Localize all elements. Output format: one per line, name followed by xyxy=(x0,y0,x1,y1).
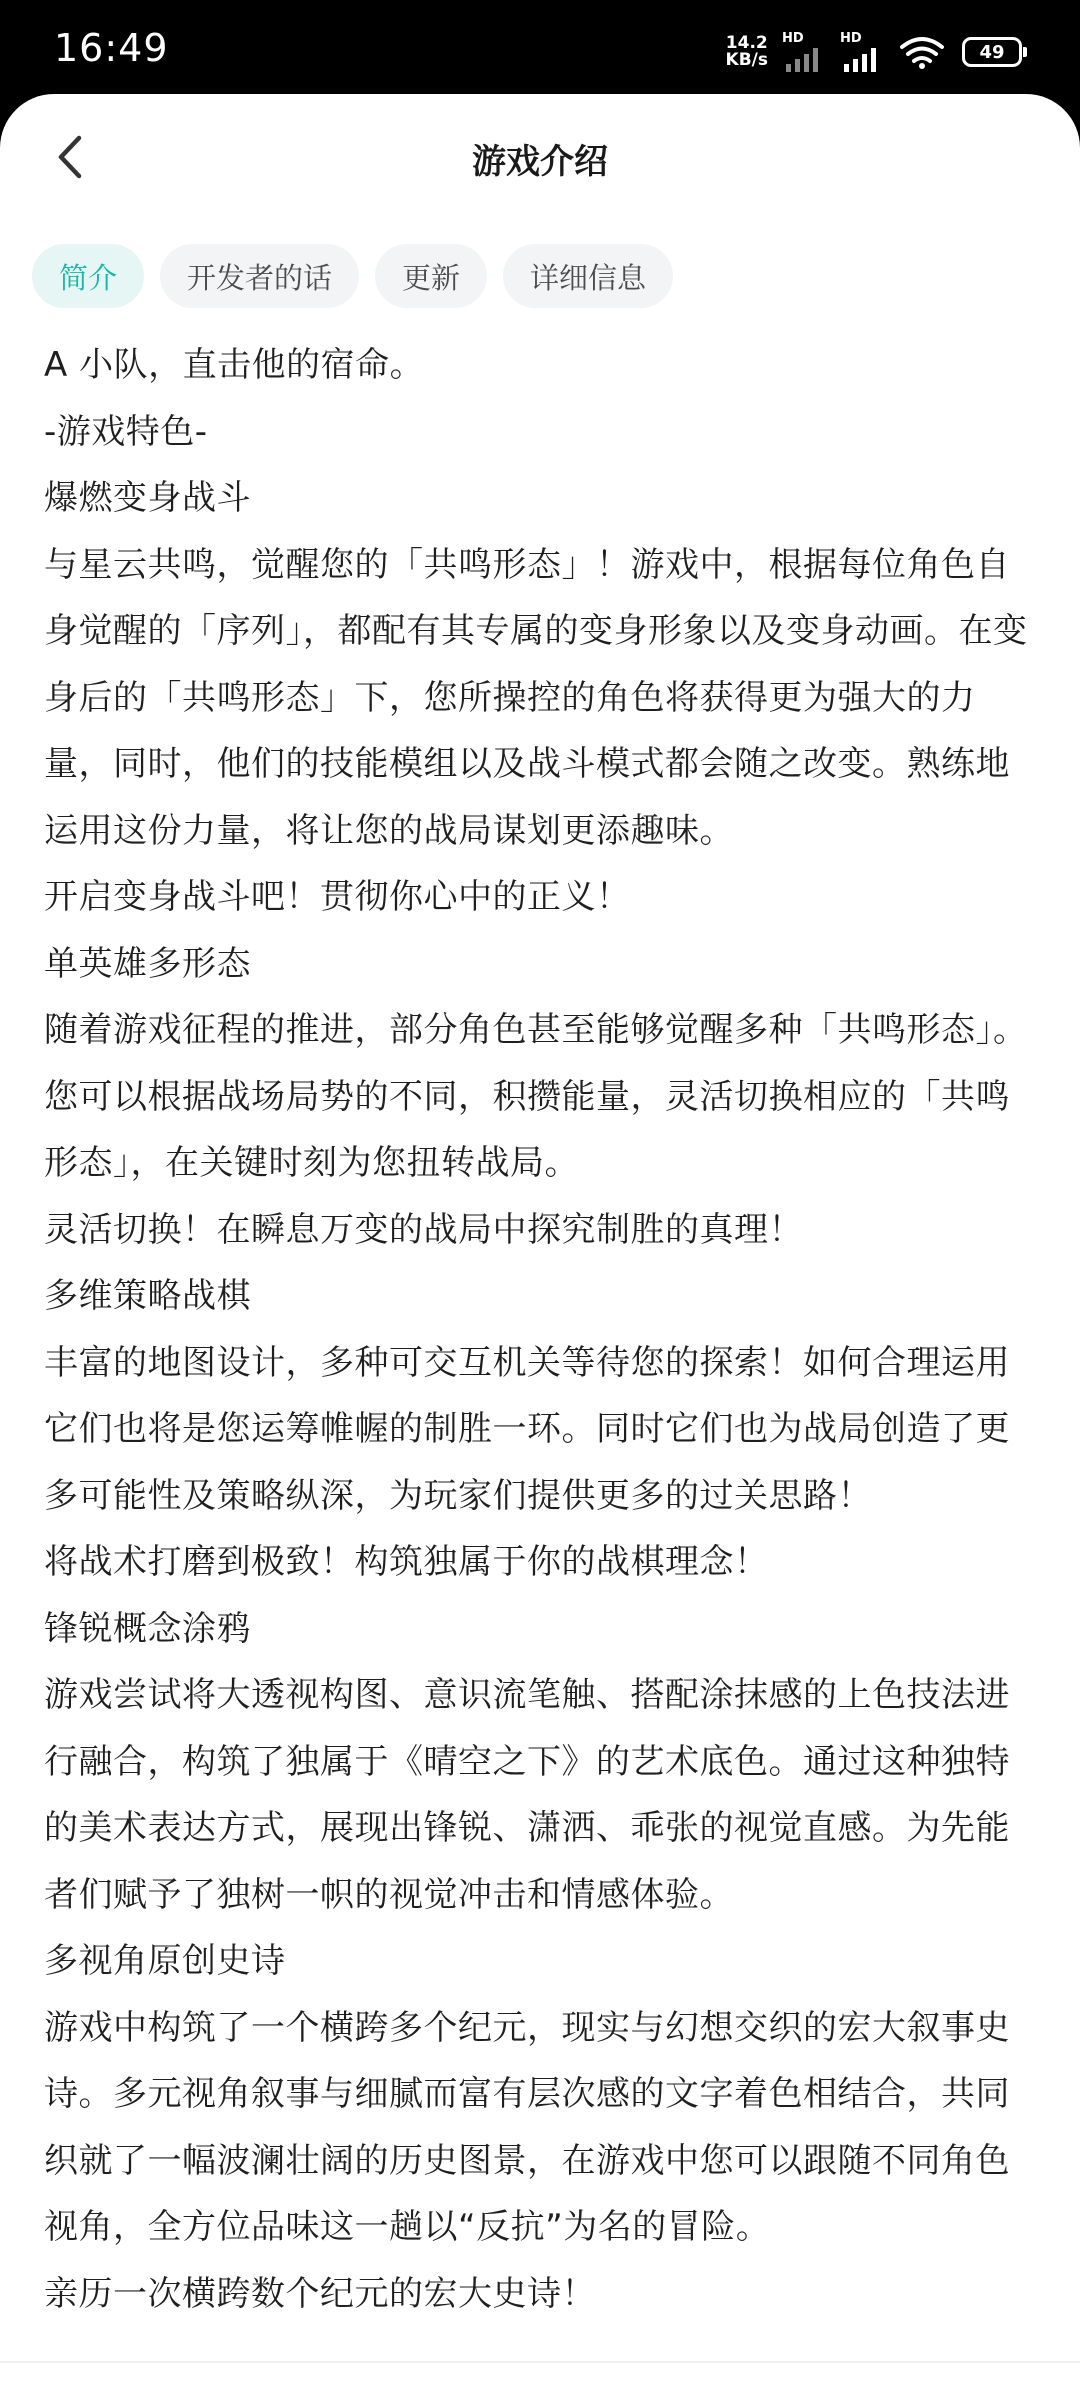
network-speed xyxy=(726,35,768,69)
intro-content xyxy=(44,332,1044,2327)
battery-icon xyxy=(962,37,1022,67)
tab-bar xyxy=(32,244,673,308)
intro-paragraph: 多视角原创史诗 xyxy=(44,1941,286,1981)
page-title: 游戏介绍 xyxy=(472,142,608,182)
intro-paragraph: 爆燃变身战斗 xyxy=(44,478,251,518)
intro-paragraph: 游戏中构筑了一个横跨多个纪元，现实与幻想交织的宏大叙事史诗。多元视角叙事与细腻而富有层次感的文字着色相结合，共同织就了一幅波澜壮阔的历史图景，在游戏中您可以跟随不同角色视角，全方位品味这一趟以“反抗”为名的冒险。 xyxy=(44,2007,1010,2247)
status-icons xyxy=(726,30,1022,74)
intro-paragraph: 灵活切换！在瞬息万变的战局中探究制胜的真理！ xyxy=(44,1209,803,1250)
hd-label: HD xyxy=(840,31,862,46)
status-bar xyxy=(0,0,1080,96)
bottom-divider xyxy=(0,2361,1080,2363)
wifi-icon xyxy=(898,35,946,69)
intro-paragraph: 与星云共鸣，觉醒您的「共鸣形态」！游戏中，根据每位角色自身觉醒的「序列」，都配有其专属的变身形象以及变身动画。在变身后的「共鸣形态」下，您所操控的角色将获得更为强大的力量，同时，他们的技能模组以及战斗模式都会随之改变。熟练地运用这份力量，将让您的战局谋划更添趣味。 xyxy=(44,544,1028,851)
intro-paragraph: 开启变身战斗吧！贯彻你心中的正义！ xyxy=(44,877,631,917)
intro-paragraph: -游戏特色- xyxy=(44,411,208,452)
tab-updates[interactable]: 更新 xyxy=(375,244,487,308)
tab-developer-notes[interactable]: 开发者的话 xyxy=(160,244,359,308)
intro-paragraph: 多维策略战棋 xyxy=(44,1276,251,1316)
network-speed-value: 14.2 xyxy=(725,33,768,53)
header xyxy=(0,94,1080,220)
intro-paragraph: 丰富的地图设计，多种可交互机关等待您的探索！如何合理运用它们也将是您运筹帷幄的制胜一环。同时它们也为战局创造了更多可能性及策略纵深，为玩家们提供更多的过关思路！ xyxy=(44,1342,1010,1516)
tab-intro[interactable]: 简介 xyxy=(32,244,144,308)
tab-details[interactable]: 详细信息 xyxy=(503,244,673,308)
cellular-signal-icon-1 xyxy=(782,32,830,72)
intro-paragraph: 游戏尝试将大透视构图、意识流笔触、搭配涂抹感的上色技法进行融合，构筑了独属于《晴空之下》的艺术底色。通过这种独特的美术表达方式，展现出锋锐、潇洒、乖张的视觉直感。为先能者们赋予了独树一帜的视觉冲击和情感体验。 xyxy=(44,1675,1010,1915)
game-intro-sheet xyxy=(0,94,1080,2401)
intro-paragraph: 锋锐概念涂鸦 xyxy=(44,1608,251,1649)
network-speed-unit: KB/s xyxy=(725,50,768,70)
hd-label: HD xyxy=(782,31,804,46)
intro-paragraph: 单英雄多形态 xyxy=(44,943,251,984)
intro-paragraph: 亲历一次横跨数个纪元的宏大史诗！ xyxy=(44,2273,596,2314)
intro-paragraph: A 小队，直击他的宿命。 xyxy=(44,345,425,385)
intro-paragraph: 随着游戏征程的推进，部分角色甚至能够觉醒多种「共鸣形态」。您可以根据战场局势的不同，积攒能量，灵活切换相应的「共鸣形态」，在关键时刻为您扭转战局。 xyxy=(44,1010,1028,1183)
cellular-signal-icon-2 xyxy=(840,32,888,72)
intro-paragraph: 将战术打磨到极致！构筑独属于你的战棋理念！ xyxy=(44,1542,769,1582)
battery-level: 49 xyxy=(979,41,1005,63)
status-time: 16:49 xyxy=(54,26,169,70)
